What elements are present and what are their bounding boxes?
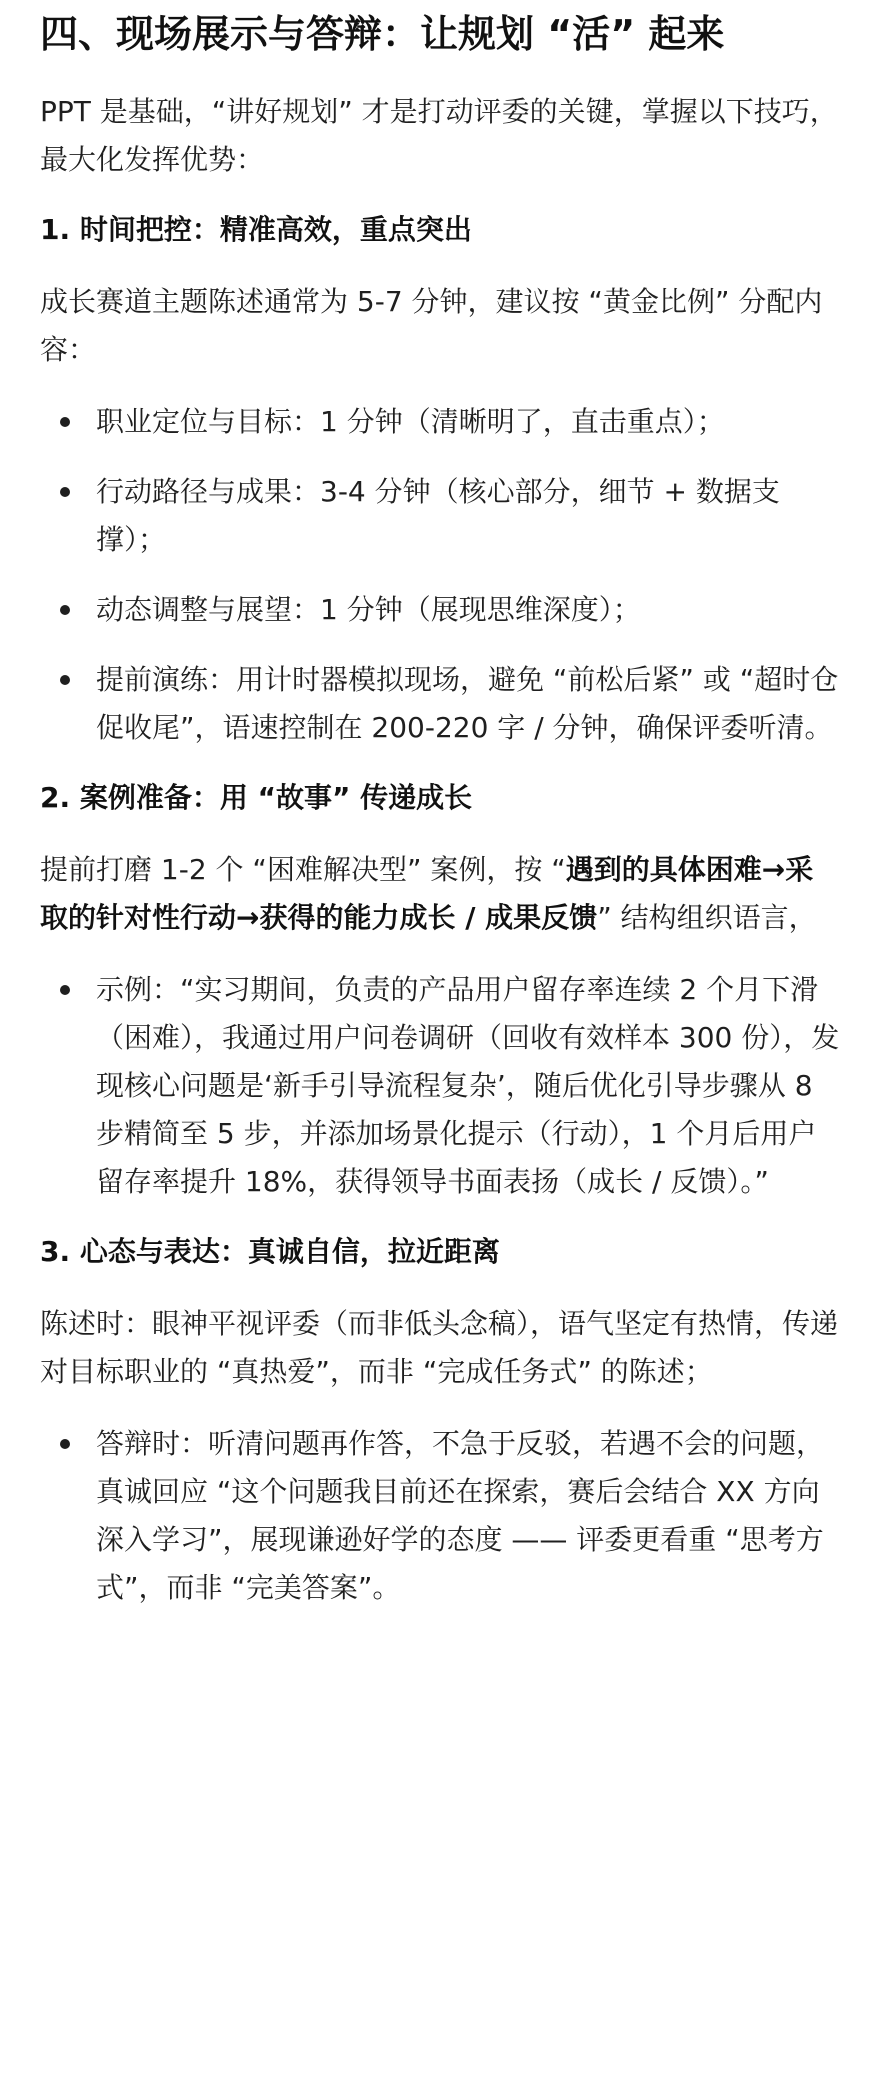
mindset-list (40, 1420, 840, 1612)
bullet-icon (60, 487, 70, 497)
bullet-icon (60, 985, 70, 995)
list-item (40, 1420, 840, 1612)
list-item-text: 职业定位与目标：1 分钟（清晰明了，直击重点）； (96, 405, 725, 438)
subheading-mindset: 3. 心态与表达：真诚自信，拉近距离 (40, 1235, 500, 1268)
list-item (40, 398, 840, 446)
bullet-icon (60, 417, 70, 427)
intro-paragraph: PPT 是基础，“讲好规划” 才是打动评委的关键，掌握以下技巧，最大化发挥优势： (40, 95, 838, 176)
list-item-text: 行动路径与成果：3-4 分钟（核心部分，细节 + 数据支撑）； (96, 475, 780, 556)
list-item (40, 468, 840, 564)
list-item (40, 966, 840, 1206)
case-prep-text-post: ” 结构组织语言， (597, 901, 817, 934)
case-prep-structure: 遇到的具体困难→采取的针对性行动→获得的能力成长 / 成果反馈 (40, 853, 814, 934)
time-control-list (40, 398, 840, 752)
list-item-text: 示例：“实习期间，负责的产品用户留存率连续 2 个月下滑（困难），我通过用户问卷调研（回收有效样本 300 份），发现核心问题是‘新手引导流程复杂’，随后优化引导步骤从 8 步精简至 5 步，并添加场景化提示（行动），1 个月后用户留存率提升 18%，获得领导书面表扬（成长 / 反馈）。” (96, 973, 840, 1198)
list-item (40, 656, 840, 752)
subheading-case-prep: 2. 案例准备：用 “故事” 传递成长 (40, 781, 473, 814)
case-prep-list (40, 966, 840, 1206)
list-item (40, 586, 840, 634)
case-prep-paragraph (40, 846, 840, 942)
bullet-icon (60, 605, 70, 615)
list-item-text: 提前演练：用计时器模拟现场，避免 “前松后紧” 或 “超时仓促收尾”，语速控制在 200-220 字 / 分钟，确保评委听清。 (96, 663, 839, 744)
mindset-paragraph: 陈述时：眼神平视评委（而非低头念稿），语气坚定有热情，传递对目标职业的 “真热爱”，而非 “完成任务式” 的陈述； (40, 1307, 839, 1388)
list-item-text: 答辩时：听清问题再作答，不急于反驳，若遇不会的问题，真诚回应 “这个问题我目前还在探索，赛后会结合 XX 方向深入学习”，展现谦逊好学的态度 —— 评委更看重 “思考方式”，而非 “完美答案”。 (96, 1427, 825, 1604)
case-prep-text-pre: 提前打磨 1-2 个 “困难解决型” 案例，按 “ (40, 853, 566, 886)
bullet-icon (60, 1439, 70, 1449)
subheading-time-control: 1. 时间把控：精准高效，重点突出 (40, 213, 472, 246)
bullet-icon (60, 675, 70, 685)
section-heading: 四、现场展示与答辩：让规划 “活” 起来 (40, 12, 725, 56)
time-control-paragraph: 成长赛道主题陈述通常为 5-7 分钟，建议按 “黄金比例” 分配内容： (40, 285, 823, 366)
list-item-text: 动态调整与展望：1 分钟（展现思维深度）； (96, 593, 641, 626)
